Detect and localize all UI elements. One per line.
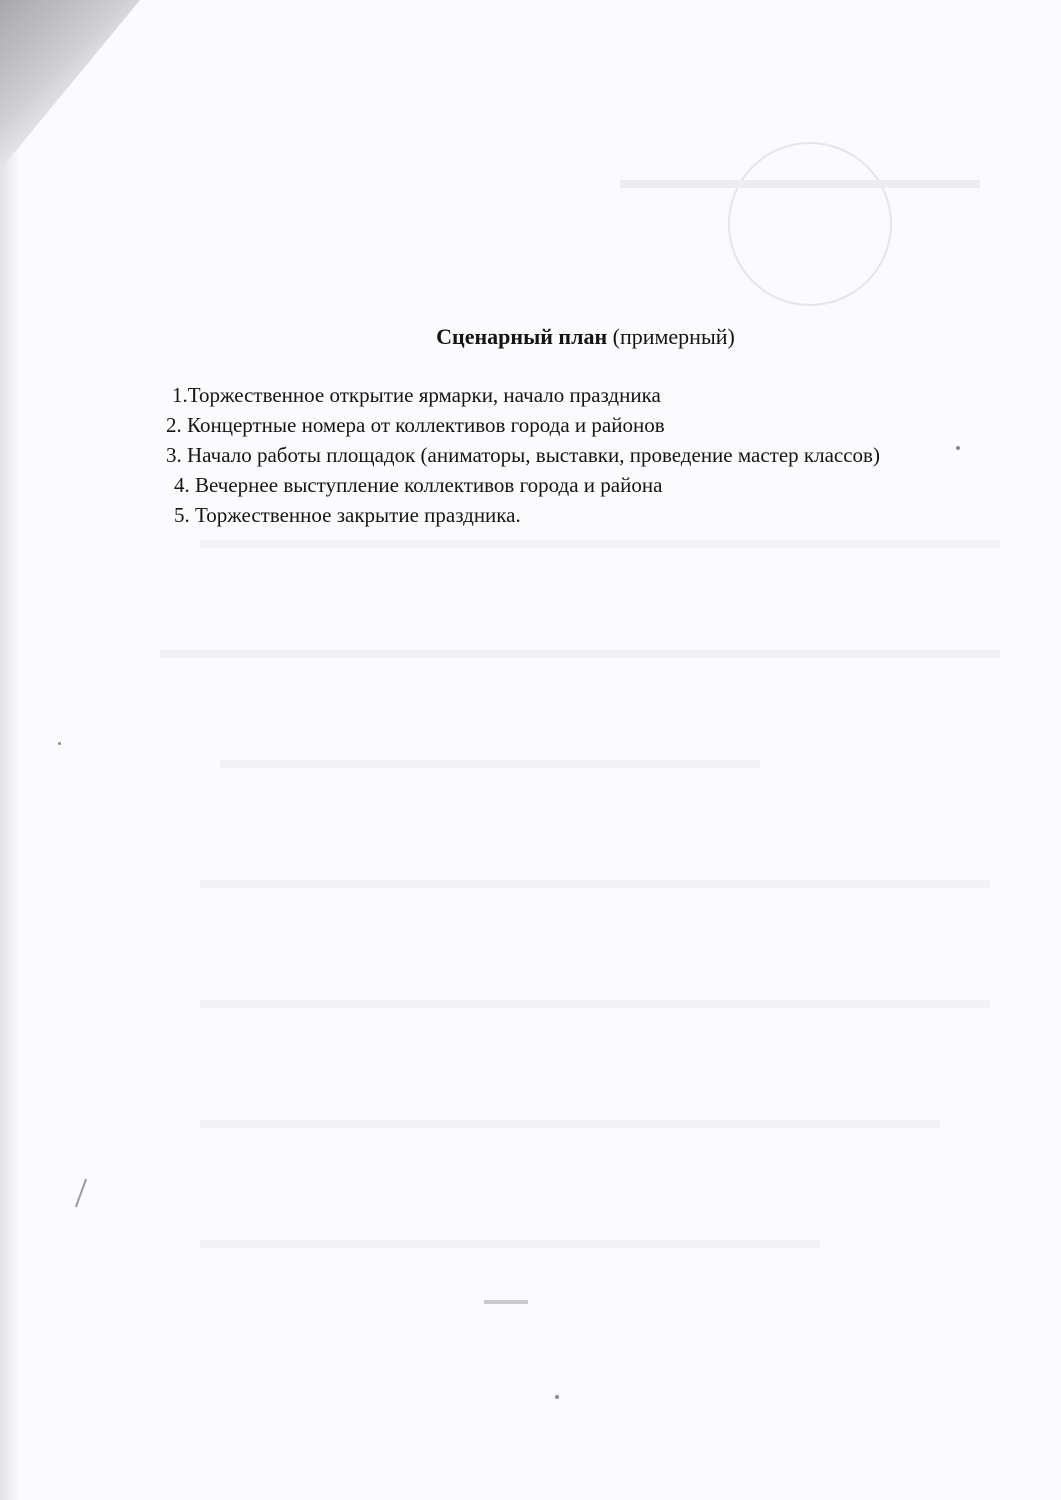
plan-item: 1.Торжественное открытие ярмарки, начало праздника (172, 383, 661, 407)
scan-speck (555, 1395, 559, 1399)
bleed-through-text (220, 760, 760, 782)
plan-item: 4. Вечернее выступление коллективов города и района (174, 473, 663, 497)
bleed-through-text (200, 1240, 820, 1262)
folded-corner (0, 0, 140, 170)
faded-stamp-icon (728, 142, 892, 306)
bleed-through-text (620, 180, 980, 202)
scan-edge-shadow (0, 0, 20, 1500)
scan-speck (58, 742, 61, 745)
document-title (0, 322, 1061, 352)
plan-item: 3. Начало работы площадок (аниматоры, выставки, проведение мастер классов) (166, 443, 880, 467)
scenario-plan-list (166, 380, 966, 530)
pen-mark (75, 1179, 87, 1208)
scan-speck (956, 446, 960, 450)
bleed-through-text (200, 540, 1000, 562)
bleed-through-text (200, 880, 990, 902)
plan-item: 2. Концертные номера от коллективов города и районов (166, 413, 665, 437)
title-rest: (примерный) (607, 324, 735, 349)
bleed-through-text (200, 1120, 940, 1142)
plan-item: 5. Торжественное закрытие праздника. (174, 503, 521, 527)
bleed-through-text (200, 1000, 990, 1022)
bleed-through-text (160, 650, 1000, 672)
title-bold: Сценарный план (436, 324, 608, 349)
bleed-through-text (484, 1300, 528, 1310)
